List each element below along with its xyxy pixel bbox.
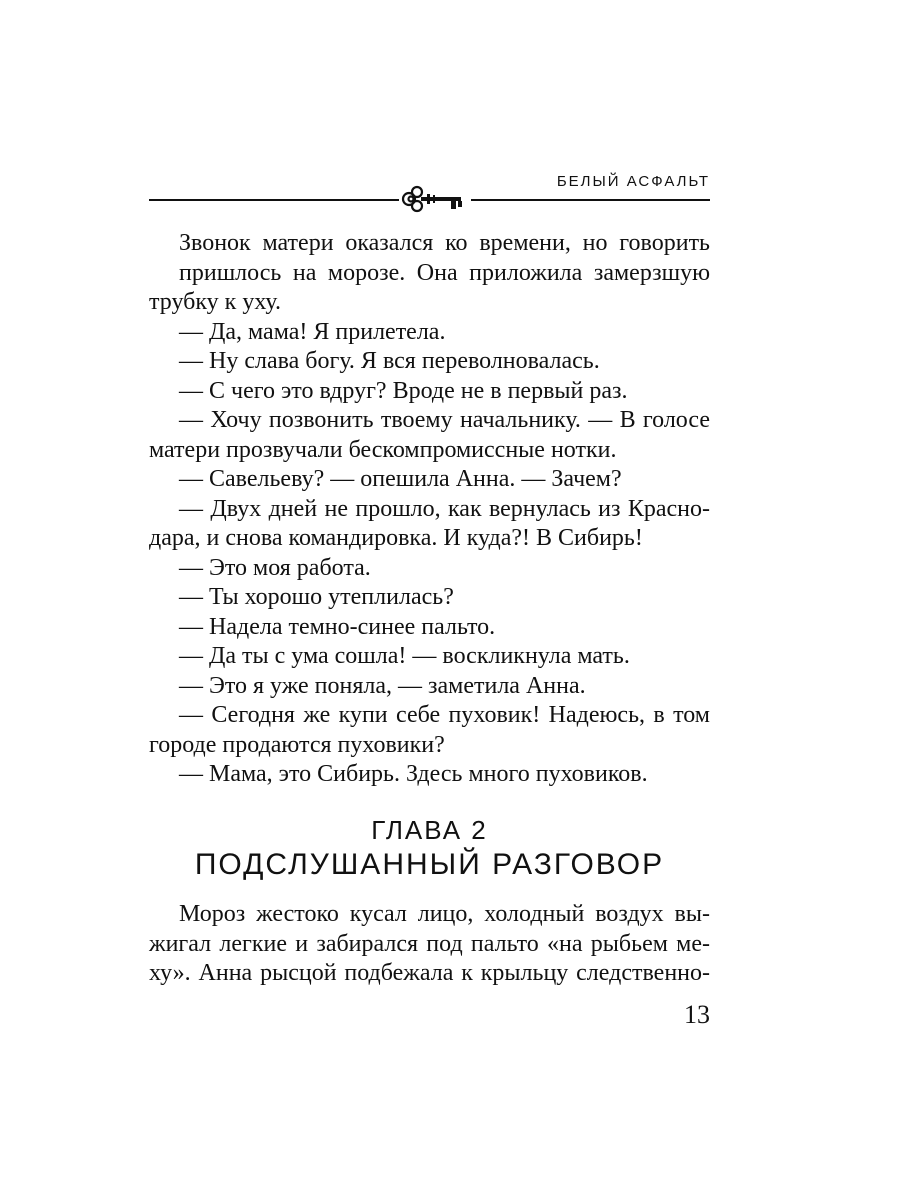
dialogue-line: — Да ты с ума сошла! — воскликнула мать. [179, 643, 630, 669]
paragraph [149, 900, 710, 989]
dialogue-line [149, 406, 710, 465]
dialogue-line: — Ну слава богу. Я вся переволновалась. [179, 348, 600, 374]
body-text [149, 229, 710, 790]
text-line: ху». Анна рысцой подбежала к крыльцу следственно- [149, 960, 710, 986]
paragraph [149, 229, 710, 318]
dialogue-line [149, 701, 710, 760]
dialogue-line: — Ты хорошо утеплилась? [179, 584, 454, 610]
chapter-label: ГЛАВА 2 [371, 815, 488, 845]
text-line: матери прозвучали бескомпромиссные нотки. [149, 436, 617, 463]
dialogue-line: — Мама, это Сибирь. Здесь много пуховиков. [179, 761, 648, 787]
key-icon [399, 184, 471, 214]
dialogue-line: — Да, мама! Я прилетела. [179, 318, 446, 345]
text-line: — Сегодня же купи себе пуховик! Надеюсь, в том [179, 702, 710, 728]
text-line: пришлось на морозе. Она приложила замерзшую [179, 259, 710, 286]
text-line: — Хочу позвонить твоему начальнику. — В голосе [179, 407, 710, 433]
text-line: Звонок матери оказался ко времени, но говорить [179, 230, 710, 256]
text-line: Мороз жестоко кусал лицо, холодный воздух вы- [179, 901, 710, 927]
dialogue-line: — Савельеву? — опешила Анна. — Зачем? [179, 466, 622, 492]
chapter-text [149, 900, 710, 989]
running-title: БЕЛЫЙ АСФАЛЬТ [556, 173, 710, 190]
dialogue-line: — Надела темно-синее пальто. [179, 613, 496, 640]
page-number: 13 [684, 1000, 710, 1029]
text-line: городе продаются пуховики? [149, 731, 445, 758]
dialogue-line: — Это моя работа. [179, 554, 371, 581]
dialogue-line [149, 495, 710, 554]
dialogue-line: — С чего это вдруг? Вроде не в первый раз. [179, 377, 628, 404]
text-line: трубку к уху. [149, 289, 282, 315]
text-line: жигал легкие и забирался под пальто «на рыбьем ме- [149, 930, 710, 957]
chapter-title: ПОДСЛУШАННЫЙ РАЗГОВОР [194, 848, 665, 881]
text-line: дара, и снова командировка. И куда?! В Сибирь! [149, 525, 643, 551]
text-line: — Двух дней не прошло, как вернулась из Красно- [179, 495, 710, 522]
dialogue-line: — Это я уже поняла, — заметила Анна. [179, 672, 586, 699]
